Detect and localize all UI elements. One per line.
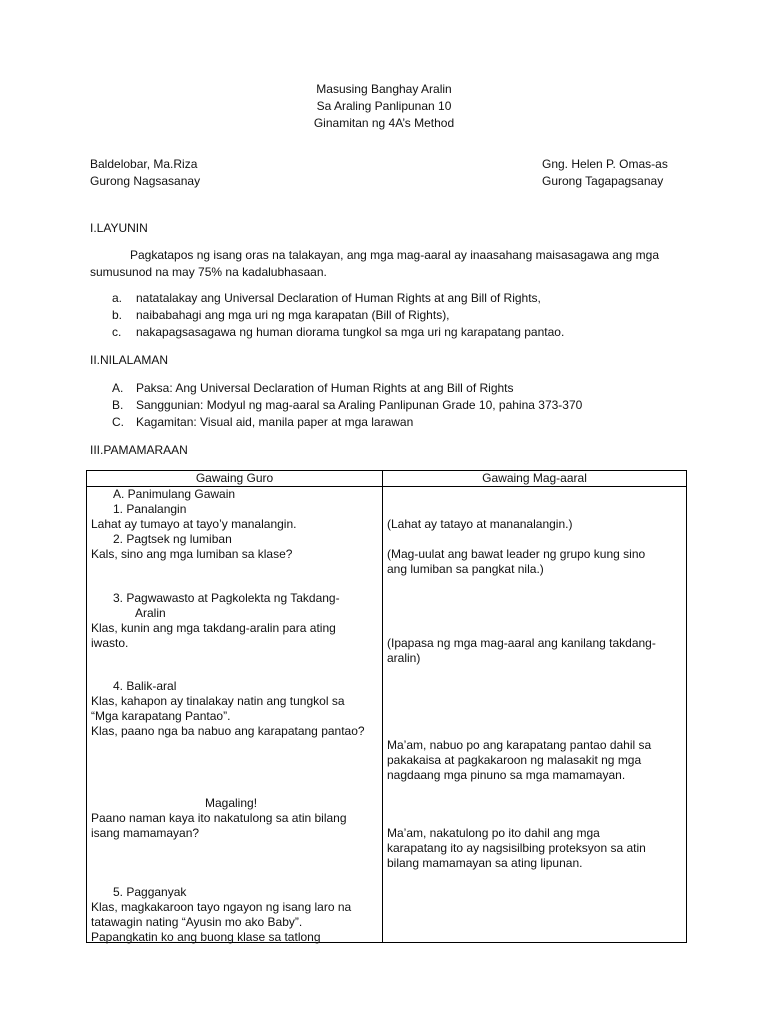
student-line: karapatang ito ay nagsisilbing proteksyon sa atin (387, 841, 646, 855)
teacher-line: 2. Pagtsek ng lumiban (113, 532, 232, 546)
teacher-line: “Mga karapatang Pantao”. (91, 709, 231, 723)
teacher-line: 5. Pagganyak (113, 885, 187, 899)
student-line: bilang mamamayan sa ating lipunan. (387, 856, 583, 870)
doc-title-3: Ginamitan ng 4A’s Method (313, 116, 455, 130)
teacher-line: Klas, magkakaroon tayo ngayon ng isang laro na (91, 900, 352, 914)
teacher-line: isang mamamayan? (91, 826, 200, 840)
section-heading-layunin: I.LAYUNIN (90, 221, 148, 235)
teacher-line: Klas, paano nga ba nabuo ang karapatang pantao? (91, 724, 365, 738)
teacher-line: Magaling! (205, 796, 258, 810)
procedure-table (86, 470, 687, 943)
teacher-line: 4. Balik-aral (113, 679, 177, 693)
student-line: nagdaang mga pinuno sa mga mamamayan. (387, 768, 626, 782)
student-activity-cell (383, 487, 687, 943)
doc-title-1: Masusing Banghay Aralin (316, 82, 452, 96)
section-heading-pamamaraan: III.PAMAMARAAN (90, 443, 188, 457)
student-line: (Ipapasa ng mga mag-aaral ang kanilang takdang- (387, 636, 656, 650)
teacher-line: Paano naman kaya ito nakatulong sa atin bilang (91, 811, 347, 825)
document-page: Masusing Banghay Aralin Sa Araling Panlipunan 10 Ginamitan ng 4A’s Method Baldelobar, Ma.Riza Gurong Nagsasanay Gng. Helen P. Omas-as Gurong Tagapagsanay I.LAYUNIN Pagkatapos ng isang oras na talakayan, ang mga mag-aaral ay inaasahang maisasagawa ang mga sumusunod na may 75% na kadalubhasaan. a. natatalakay ang Universal Declaration of Human Rights at ang Bill of Rights, b. naibabahagi ang mga uri ng mga karapatan (Bill of Rights), c. nakapagsasagawa ng human diorama tungkol sa mga uri ng karapatang pantao. II.NILALAMAN A. Paksa: Ang Universal Declaration of Human Rights at ang Bill of Rights B. Sanggunian: Modyul ng mag-aaral sa Araling Panlipunan Grade 10, pahina 373-370 C. Kagamitan: Visual aid, manila paper at mga larawan III.PAMAMARAAN Gawaing Guro Gawaing Mag-aaral A. Panimulang Gawain 1. Panalangin Lahat ay tumayo at tayo’y manalangin. 2. Pagtsek ng lumiban Kals, sino ang mga lumiban sa klase? 3. Pagwawasto at Pagkolekta ng Takdang- Aralin Klas, kunin ang mga takdang-aralin para ating iwasto. 4. Balik-aral Klas, kahapon ay tinalakay natin ang tungkol sa “Mga karapatang Pantao”. Klas, paano nga ba nabuo ang karapatang pantao? Magaling! Paano naman kaya ito nakatulong sa atin bilang isang mamamayan? 5. Pagganyak Klas, magkakaroon tayo ngayon ng isang laro na tatawagin nating “Ayusin mo ako Baby”. Papangkatin ko ang buong klase sa tatlong (Lahat ay tatayo at mananalangin.) (Mag-uulat ang bawat leader ng grupo kung sino ang lumiban sa pangkat nila.) (Ipapasa ng mga mag-aaral ang kanilang takdang- aralin) Ma’am, nabuo po ang karapatang pantao dahil sa pakakaisa at pagkakaroon ng malasakit ng mga nagdaang mga pinuno sa mga mamamayan. Ma’am, nakatulong po ito dahil ang mga karapatang ito ay nagsisilbing proteksyon sa atin bilang mamamayan sa ating lipunan. (0, 0, 768, 1024)
student-line: ang lumiban sa pangkat nila.) (387, 562, 544, 576)
teacher-role: Gurong Nagsasanay (90, 174, 201, 188)
teacher-line: Klas, kahapon ay tinalakay natin ang tungkol sa (91, 694, 345, 708)
objectives-paragraph: Pagkatapos ng isang oras na talakayan, ang mga mag-aaral ay inaasahang maisasagawa ang mga sumusunod na may 75% na kadalubhasaan. (90, 248, 660, 279)
teacher-line: 1. Panalangin (113, 502, 187, 516)
teacher-line: Kals, sino ang mga lumiban sa klase? (91, 547, 293, 561)
teacher-activity-cell (87, 487, 383, 943)
student-line: pakakaisa at pagkakaroon ng malasakit ng mga (387, 753, 642, 767)
student-line: aralin) (387, 651, 421, 665)
teacher-line: Papangkatin ko ang buong klase sa tatlong (91, 930, 321, 944)
teacher-name: Baldelobar, Ma.Riza (90, 157, 198, 171)
student-line: (Mag-uulat ang bawat leader ng grupo kung sino (387, 547, 646, 561)
teacher-line: 3. Pagwawasto at Pagkolekta ng Takdang- (113, 591, 340, 605)
critic-teacher-name: Gng. Helen P. Omas-as (542, 157, 668, 171)
teacher-line: Aralin (135, 606, 166, 620)
teacher-line: tatawagin nating “Ayusin mo ako Baby”. (91, 915, 303, 929)
critic-teacher-role: Gurong Tagapagsanay (542, 174, 664, 188)
column-header-teacher: Gawaing Guro (87, 471, 383, 487)
section-heading-nilalaman: II.NILALAMAN (90, 353, 169, 367)
teacher-line: Klas, kunin ang mga takdang-aralin para ating (91, 621, 336, 635)
student-line: Ma’am, nabuo po ang karapatang pantao dahil sa (387, 738, 652, 752)
student-line: Ma’am, nakatulong po ito dahil ang mga (387, 826, 600, 840)
teacher-line: Lahat ay tumayo at tayo’y manalangin. (91, 517, 297, 531)
teacher-line: A. Panimulang Gawain (113, 487, 236, 501)
column-header-student: Gawaing Mag-aaral (383, 471, 687, 487)
student-line: (Lahat ay tatayo at mananalangin.) (387, 517, 573, 531)
doc-title-2: Sa Araling Panlipunan 10 (316, 99, 452, 113)
teacher-line: iwasto. (91, 636, 129, 650)
